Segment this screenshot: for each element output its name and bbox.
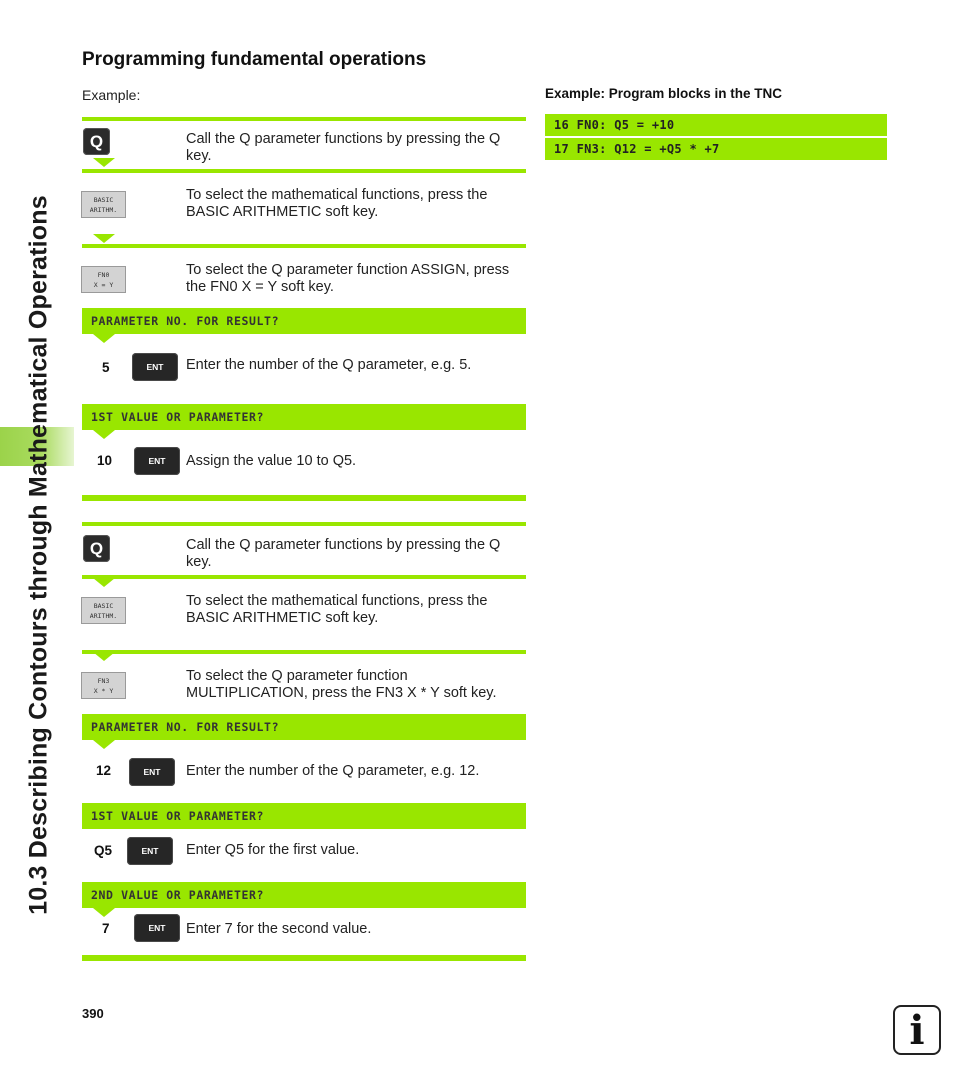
input-value: 12 [96, 763, 112, 778]
step-call-q: Call the Q parameter functions by pressing the Q key. [186, 537, 501, 570]
prompt-first-value: 1ST VALUE OR PARAMETER? [82, 803, 526, 829]
step-arrow [93, 578, 115, 587]
ent-key[interactable]: ENT [134, 914, 180, 942]
step-second-value: Enter 7 for the second value. [186, 921, 372, 937]
step-assign-value: Assign the value 10 to Q5. [186, 453, 357, 469]
separator-bar [82, 169, 526, 173]
ent-key[interactable]: ENT [127, 837, 173, 865]
chapter-side-title: 10.3 Describing Contours through Mathematical Operations [24, 195, 53, 915]
basic-arithmetic-softkey[interactable]: BASIC ARITHM. [81, 191, 126, 218]
separator-bar [82, 117, 526, 121]
basic-arithmetic-softkey[interactable]: BASIC ARITHM. [81, 597, 126, 624]
separator-bar [82, 650, 526, 654]
input-value: 10 [97, 453, 113, 468]
ent-key[interactable]: ENT [129, 758, 175, 786]
input-value: 7 [102, 921, 110, 936]
fn3-softkey[interactable]: FN3 X * Y [81, 672, 126, 699]
section-end-bar [82, 495, 526, 501]
step-call-q: Call the Q parameter functions by pressing the Q key. [186, 131, 501, 164]
page-number: 390 [82, 1006, 104, 1021]
separator-bar [82, 244, 526, 248]
step-arrow [93, 908, 115, 917]
step-arrow [93, 740, 115, 749]
info-icon: i [893, 1005, 941, 1055]
step-enter-parameter: Enter the number of the Q parameter, e.g. 5. [186, 357, 472, 373]
step-arrow [93, 334, 115, 343]
separator-bar [82, 522, 526, 526]
step-basic-arithmetic: To select the mathematical functions, press the BASIC ARITHMETIC soft key. [186, 593, 488, 626]
step-fn0: To select the Q parameter function ASSIGN, press the FN0 X = Y soft key. [186, 262, 510, 295]
q-key[interactable]: Q [83, 535, 110, 562]
step-arrow [93, 430, 115, 439]
step-basic-arithmetic: To select the mathematical functions, press the BASIC ARITHMETIC soft key. [186, 187, 488, 220]
code-line-17: 17 FN3: Q12 = +Q5 * +7 [545, 138, 887, 160]
fn0-softkey[interactable]: FN0 X = Y [81, 266, 126, 293]
separator-bar [82, 575, 526, 579]
ent-key[interactable]: ENT [132, 353, 178, 381]
step-enter-parameter: Enter the number of the Q parameter, e.g. 12. [186, 763, 480, 779]
program-blocks-heading: Example: Program blocks in the TNC [545, 86, 783, 101]
code-line-16: 16 FN0: Q5 = +10 [545, 114, 887, 136]
prompt-parameter-result: PARAMETER NO. FOR RESULT? [82, 308, 526, 334]
input-value: Q5 [94, 843, 113, 858]
input-value: 5 [102, 360, 110, 375]
ent-key[interactable]: ENT [134, 447, 180, 475]
q-key[interactable]: Q [83, 128, 110, 155]
section-heading: Programming fundamental operations [82, 49, 427, 70]
step-fn3: To select the Q parameter function MULTIPLICATION, press the FN3 X * Y soft key. [186, 668, 497, 701]
section-end-bar [82, 955, 526, 961]
step-first-value: Enter Q5 for the first value. [186, 842, 360, 858]
step-arrow [93, 158, 115, 167]
step-arrow [93, 234, 115, 243]
example-label: Example: [82, 87, 141, 103]
prompt-second-value: 2ND VALUE OR PARAMETER? [82, 882, 526, 908]
prompt-first-value: 1ST VALUE OR PARAMETER? [82, 404, 526, 430]
prompt-parameter-result: PARAMETER NO. FOR RESULT? [82, 714, 526, 740]
